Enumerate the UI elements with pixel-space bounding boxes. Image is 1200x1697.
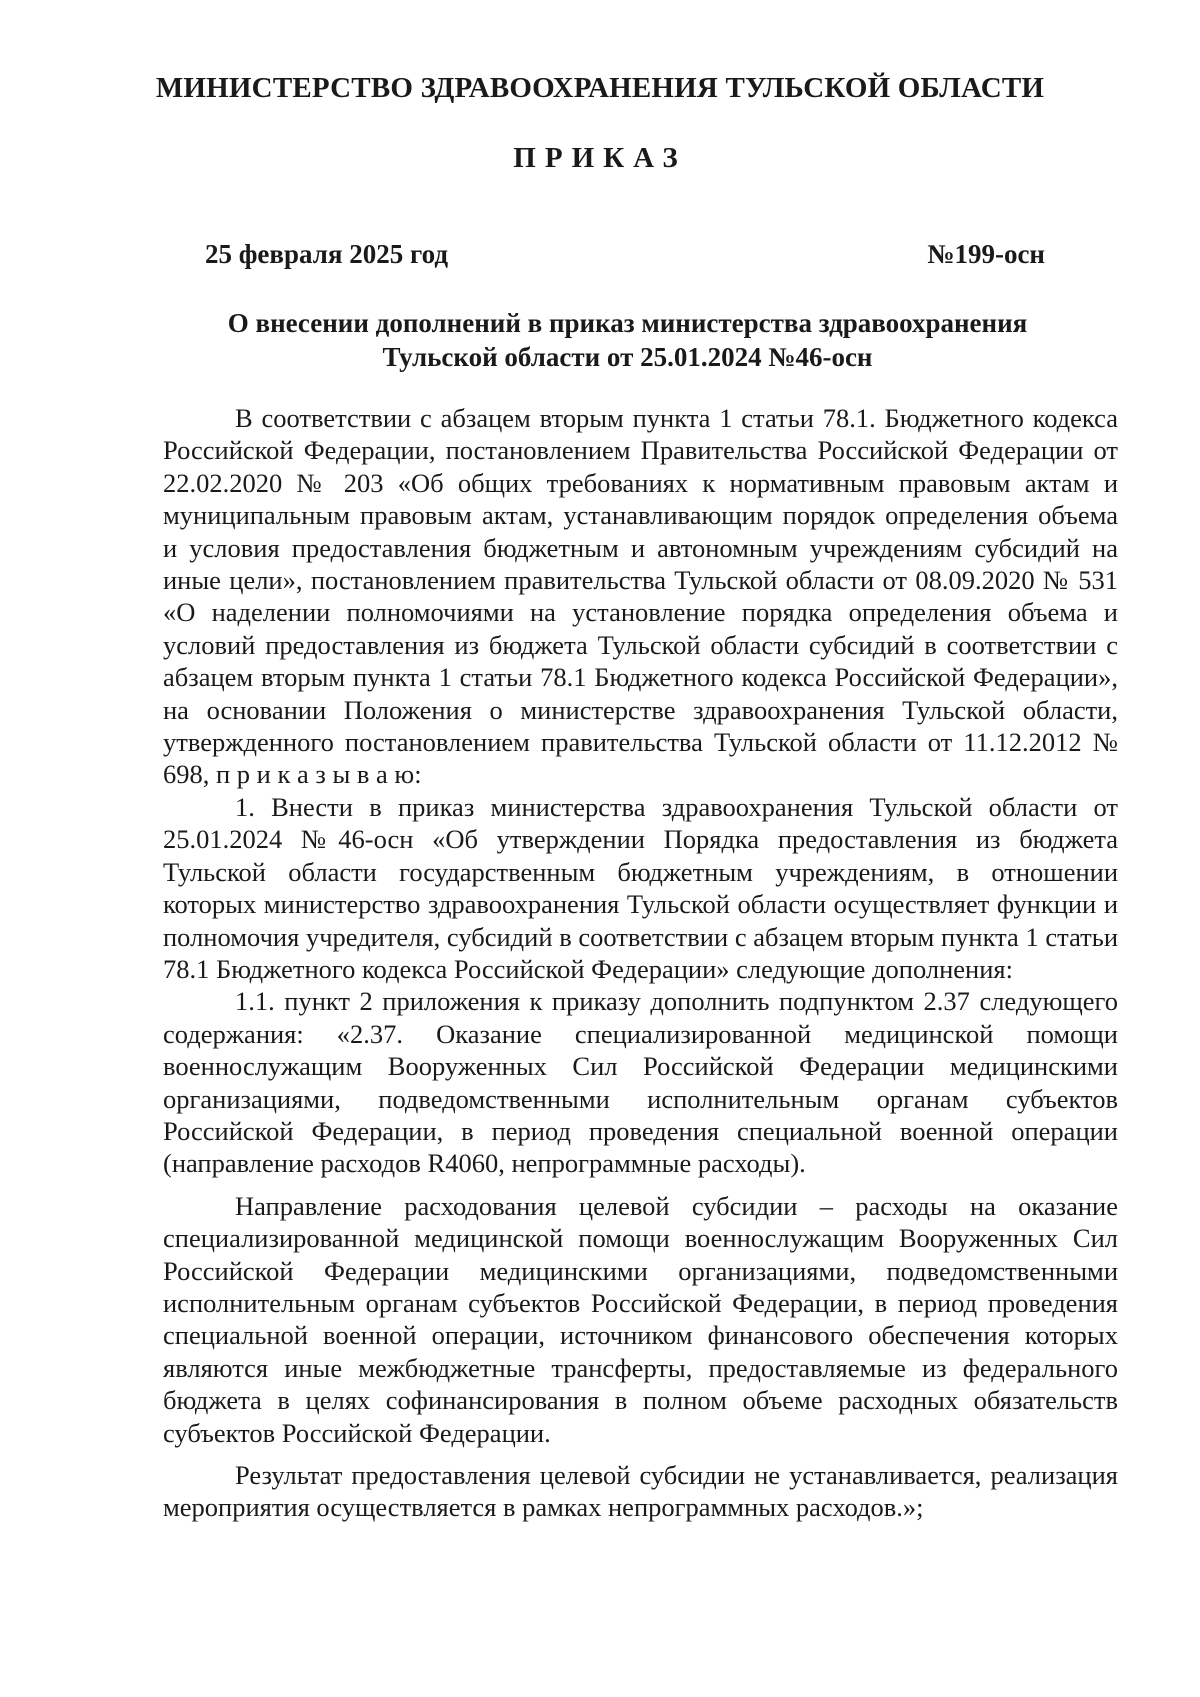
subject-line-2: Тульской области от 25.01.2024 №46-осн [382,342,873,372]
paragraph-result: Результат предоставления целевой субсидии не устанавливается, реализация мероприятия осуществляется в рамках непрограммных расходов.»; [163,1460,1118,1523]
subject-line-1: О внесении дополнений в приказ министерства здравоохранения [227,308,1028,338]
ministry-heading: МИНИСТЕРСТВО ЗДРАВООХРАНЕНИЯ ТУЛЬСКОЙ ОБЛАСТИ [155,72,1045,104]
order-body [163,402,1118,1524]
paragraph-item-1: 1. Внести в приказ министерства здравоохранения Тульской области от 25.01.2024 №46-осн «Об утверждении Порядка предоставления из бюджета Тульской области государственным бюджетным учреждениям, в отношении которых министерство здравоохранения Тульской области осуществляет функции и полномочия учредителя, субсидий в соответствии с абзацем вторым пункта 1 статьи 78.1 Бюджетного кодекса Российской Федерации» следующие дополнения: [163,791,1118,984]
paragraph-expense-direction: Направление расходования целевой субсидии – расходы на оказание специализированной медицинской помощи военнослужащим Вооруженных Сил Российской Федерации медицинскими организациями, подведомственными исполнительным органам субъектов Российской Федерации, в период проведения специальной военной операции, источником финансового обеспечения которых являются иные межбюджетные трансферты, предоставляемые из федерального бюджета в целях софинансирования в полном объеме расходных обязательств субъектов Российской Федерации. [163,1190,1118,1448]
order-number: №199-осн [927,239,1045,269]
paragraph-preamble: В соответствии с абзацем вторым пункта 1 статьи 78.1. Бюджетного кодекса Российской Федерации, постановлением Правительства Российской Федерации от 22.02.2020 № 203 «Об общих требованиях к нормативным правовым актам и муниципальным правовым актам, устанавливающим порядок определения объема и условия предоставления бюджетным и автономным учреждениям субсидий на иные цели», постановлением правительства Тульской области от 08.09.2020 № 531 «О наделении полномочиями на установление порядка определения объема и условий предоставления из бюджета Тульской области субсидий в соответствии с абзацем вторым пункта 1 статьи 78.1 Бюджетного кодекса Российской Федерации», на основании Положения о министерстве здравоохранения Тульской области, утвержденного постановлением правительства Тульской области от 11.12.2012 № 698, п р и к а з ы в а ю: [163,403,1118,790]
order-date: 25 февраля 2025 год [205,239,448,269]
paragraph-item-1-1: 1.1. пункт 2 приложения к приказу дополнить подпунктом 2.37 следующего содержания: «2.37. Оказание специализированной медицинской помощи военнослужащим Вооруженных Сил Российской Федерации медицинскими организациями, подведомственными исполнительным органам субъектов Российской Федерации, в период проведения специальной военной операции (направление расходов R4060, непрограммные расходы). [163,986,1118,1179]
order-subject [150,306,1105,374]
order-title: ПРИКАЗ [513,142,687,174]
